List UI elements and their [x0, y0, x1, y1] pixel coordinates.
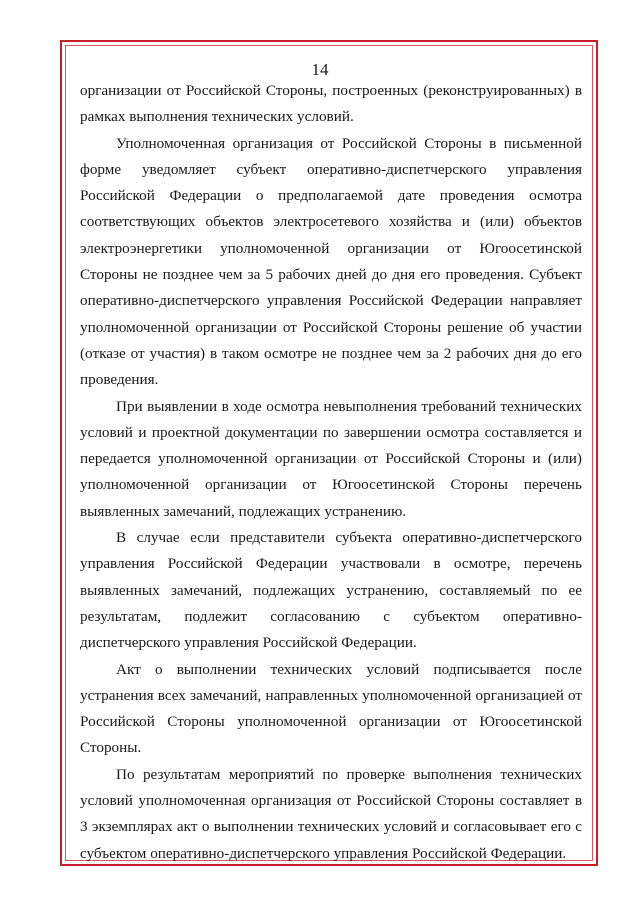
page-number: 14 — [311, 60, 329, 79]
paragraph: По результатам мероприятий по проверке выполнения технических условий уполномоченная организация от Российской Стороны составляет в 3 экземплярах акт о выполнении технических условий и согласовывает его с субъектом оперативно-диспетчерского управления Российской Федерации. — [80, 765, 582, 862]
paragraph-continuation: организации от Российской Стороны, построенных (реконструированных) в рамках выполнения технических условий. — [80, 82, 582, 126]
paragraph: При выявлении в ходе осмотра невыполнения требований технических условий и проектной документации по завершении осмотра составляется и передается уполномоченной организации от Российской Стороны и (или) уполномоченной организации от Югоосетинской Стороны перечень выявленных замечаний, подлежащих устранению. — [80, 397, 582, 520]
paragraph: В случае если представители субъекта оперативно-диспетчерского управления Российской Федерации участвовали в осмотре, перечень выявленных замечаний, подлежащих устранению, составляемый по ее результатам, подлежит согласованию с субъектом оперативно-диспетчерского управления Российской Федерации. — [80, 529, 582, 652]
paragraph: Акт о выполнении технических условий подписывается после устранения всех замечаний, направленных уполномоченной организацией от Российской Стороны уполномоченной организации от Югоосетинской Стороны. — [80, 660, 582, 757]
paragraph: Уполномоченная организация от Российской Стороны в письменной форме уведомляет субъект оперативно-диспетчерского управления Российской Федерации о предполагаемой дате проведения осмотра соответствующих объектов электросетевого хозяйства и (или) объектов электроэнергетики уполномоченной организации от Югоосетинской Стороны не позднее чем за 5 рабочих дней до дня его проведения. Субъект оперативно-диспетчерского управления Российской Федерации направляет уполномоченной организации от Российской Стороны решение об участии (отказе от участия) в таком осмотре не позднее чем за 2 рабочих дня до его проведения. — [80, 134, 582, 389]
document-body — [80, 78, 582, 867]
